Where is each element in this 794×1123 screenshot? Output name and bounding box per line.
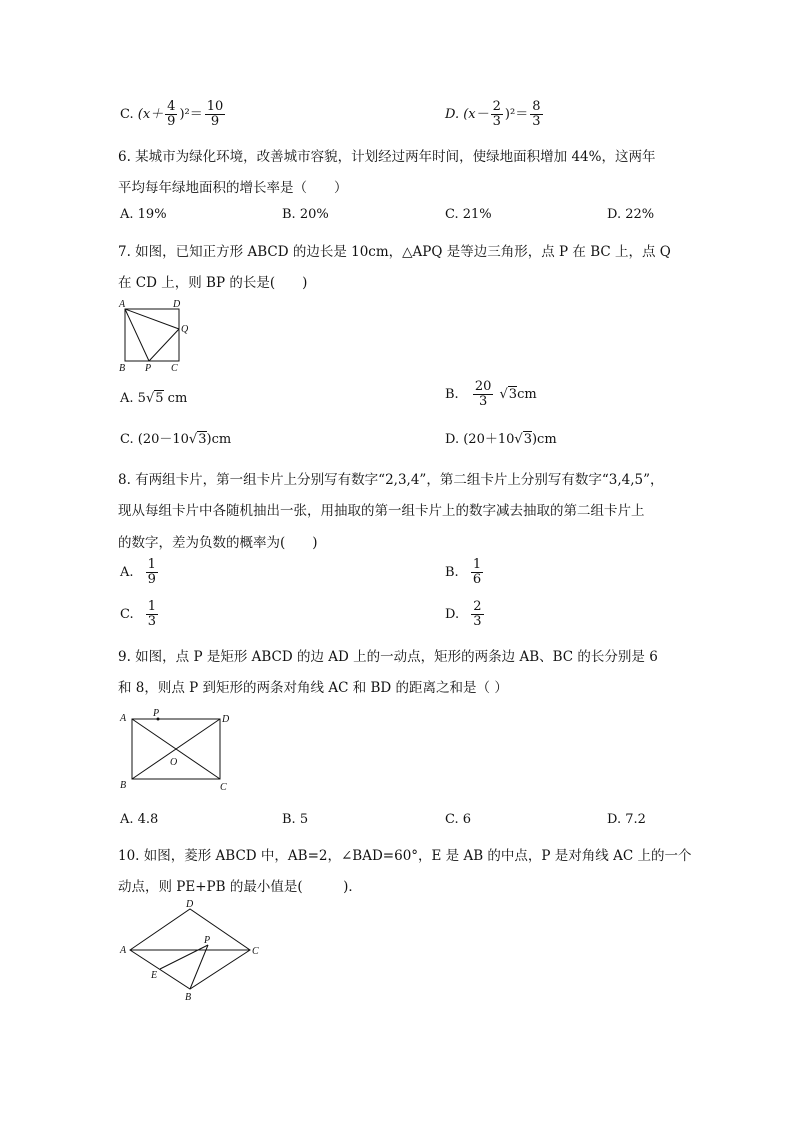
q9-label-o: O	[170, 757, 178, 768]
q10-label-d: D	[186, 899, 194, 910]
q10-line-2: 动点，则 PE+PB 的最小值是( )．	[118, 879, 362, 895]
q9-line-2: 和 8，则点 P 到矩形的两条对角线 AC 和 BD 的距离之和是（ ）	[118, 680, 508, 696]
q7-square-figure	[115, 298, 205, 373]
q9-label-c: C	[220, 782, 227, 791]
q7-label-c: C	[171, 363, 178, 373]
q5-option-d: D. (x－ $\frac{2}{3}$ )²＝ $\frac{8}{3}$	[445, 99, 541, 129]
q7-label-b: B	[119, 363, 126, 373]
q9-option-c: C. 6	[445, 812, 472, 827]
q10-label-p: P	[204, 935, 211, 946]
q5-d-fraction: $\frac{2}{3}$	[492, 99, 501, 129]
q8-line-3: 的数字，差为负数的概率为( )	[118, 535, 318, 551]
q10-line-1: 10. 如图，菱形 ABCD 中，AB=2，∠BAD=60°，E 是 AB 的中点，P 是对角线 AC 上的一个	[118, 848, 692, 864]
q7-label-p: P	[145, 363, 152, 373]
q6-option-a: A. 19%	[120, 207, 167, 222]
q9-option-b: B. 5	[282, 812, 309, 827]
q8-option-d: D. $\frac{2}{3}$	[445, 599, 482, 629]
q7-option-a: A. 5√5 cm	[120, 391, 188, 406]
q9-label-d: D	[222, 714, 230, 725]
q7-line-1: 7. 如图，已知正方形 ABCD 的边长是 10cm，△APQ 是等边三角形，点 P 在 BC 上，点 Q	[118, 244, 671, 260]
q8-line-1: 8. 有两组卡片，第一组卡片上分别写有数字“2,3,4”，第二组卡片上分别写有数字“3,4,5”，	[118, 472, 664, 488]
q9-rectangle-figure	[118, 706, 248, 791]
q6-option-b: B. 20%	[282, 207, 329, 222]
q5-d-expr: (x－	[463, 107, 489, 122]
q6-line-2: 平均每年绿地面积的增长率是（ ）	[118, 180, 348, 196]
q9-label-a: A	[120, 713, 127, 724]
q7-option-b: B. $\frac{20}{3}$ √3cm	[445, 379, 537, 409]
q6-option-c: C. 21%	[445, 207, 492, 222]
q6-option-d: D. 22%	[607, 207, 655, 222]
q5-c-expr: (x＋	[137, 107, 164, 122]
q7-label-a: A	[119, 299, 126, 310]
q9-label-p: P	[153, 708, 160, 719]
q10-label-c: C	[252, 946, 259, 957]
q5-c-fraction: $\frac{4}{9}$	[167, 99, 176, 129]
q8-option-a: A. $\frac{1}{9}$	[120, 557, 156, 587]
q9-option-d: D. 7.2	[607, 812, 646, 827]
q9-option-a: A. 4.8	[120, 812, 159, 827]
q8-line-2: 现从每组卡片中各随机抽出一张，用抽取的第一组卡片上的数字减去抽取的第二组卡片上	[118, 503, 645, 519]
q8-option-c: C. $\frac{1}{3}$	[120, 599, 157, 629]
q8-option-b: B. $\frac{1}{6}$	[445, 557, 482, 587]
q7-label-d: D	[173, 299, 181, 310]
q9-line-1: 9. 如图，点 P 是矩形 ABCD 的边 AD 上的一动点，矩形的两条边 AB、BC 的长分别是 6	[118, 649, 658, 665]
q7-option-c: C. (20－10√3)cm	[120, 432, 232, 447]
q5-option-c: C. (x＋ $\frac{4}{9}$ )²＝ $\frac{10}{9}$	[120, 99, 224, 129]
q10-label-b: B	[185, 992, 192, 1003]
q5-c-rhs: $\frac{10}{9}$	[206, 99, 224, 129]
q7-label-q: Q	[181, 324, 189, 335]
q10-rhombus-figure	[118, 898, 268, 1003]
q7-line-2: 在 CD 上，则 BP 的长是( )	[118, 275, 308, 291]
q7-option-d: D. (20＋10√3)cm	[445, 432, 557, 447]
q9-label-b: B	[120, 780, 127, 791]
q6-line-1: 6. 某城市为绿化环境，改善城市容貌，计划经过两年时间，使绿地面积增加 44%，这两年	[118, 149, 656, 165]
q10-label-e: E	[151, 970, 158, 981]
q10-label-a: A	[120, 945, 127, 956]
q5-d-rhs: $\frac{8}{3}$	[532, 99, 541, 129]
